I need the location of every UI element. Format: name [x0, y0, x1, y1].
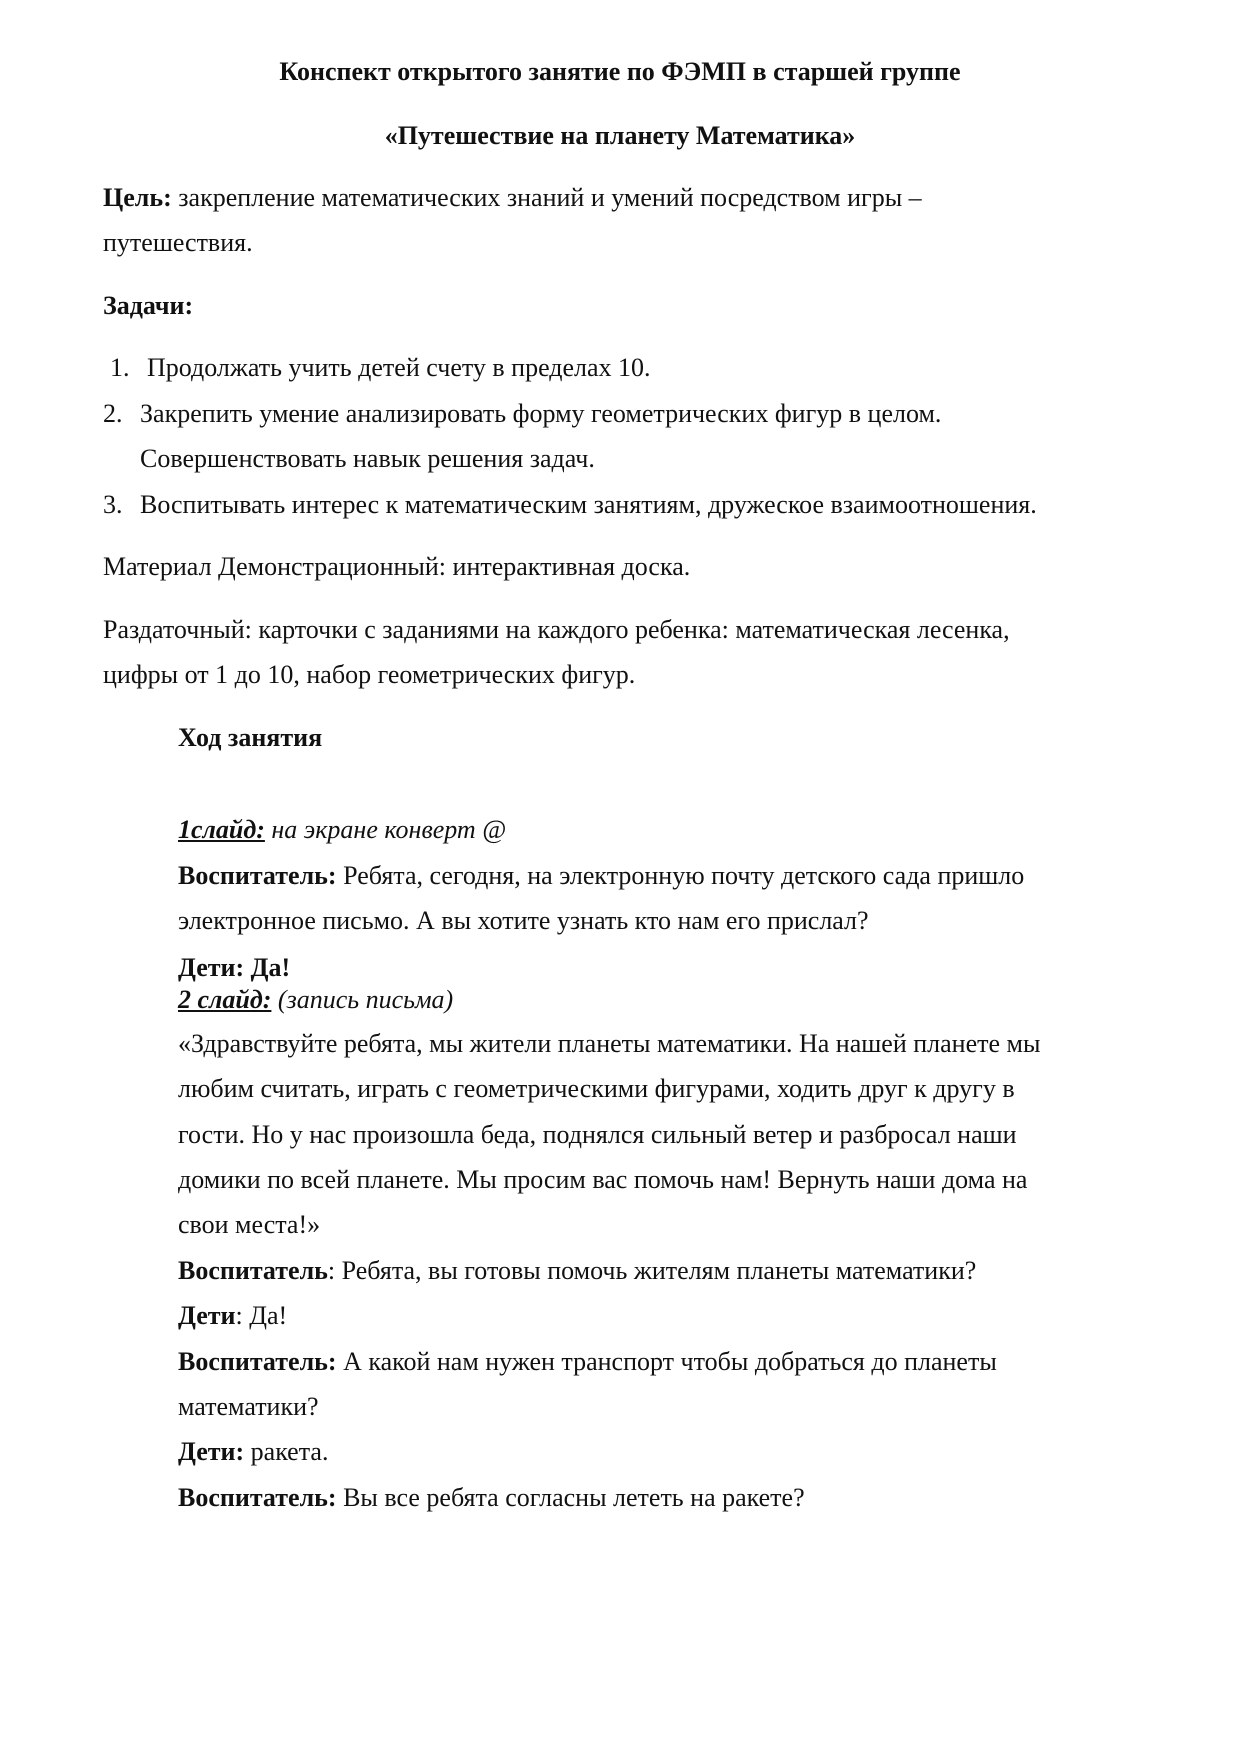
material-demo: Материал Демонстрационный: интерактивная доска.	[103, 552, 691, 581]
document-subtitle: «Путешествие на планету Математика»	[384, 121, 856, 150]
lesson-heading: Ход занятия	[178, 723, 323, 752]
letter-line-1: «Здравствуйте ребята, мы жители планеты математики. На нашей планете мы	[178, 1029, 1041, 1058]
document-title: Конспект открытого занятие по ФЭМП в старшей группе	[279, 57, 961, 86]
teacher-line-1-continued: электронное письмо. А вы хотите узнать кто нам его прислал?	[178, 906, 869, 935]
teacher-line-4: Воспитатель: Вы все ребята согласны лететь на ракете?	[178, 1483, 805, 1512]
task-item-1: 1. Продолжать учить детей счету в пределах 10.	[110, 353, 651, 382]
slide-1-line: 1слайд: на экране конверт @	[178, 815, 507, 844]
children-line-3: Дети: ракета.	[178, 1437, 329, 1466]
letter-line-5: свои места!»	[178, 1210, 321, 1239]
teacher-line-1: Воспитатель: Ребята, сегодня, на электронную почту детского сада пришло	[178, 861, 1025, 890]
teacher-label: Воспитатель:	[178, 861, 337, 890]
slide-2-label: 2 слайд:	[178, 985, 272, 1014]
letter-line-4: домики по всей планете. Мы просим вас помочь нам! Вернуть наши дома на	[178, 1165, 1028, 1194]
teacher-line-2: Воспитатель: Ребята, вы готовы помочь жителям планеты математики?	[178, 1256, 977, 1285]
goal-line-1: Цель: закрепление математических знаний и умений посредством игры –	[103, 183, 922, 212]
letter-line-2: любим считать, играть с геометрическими фигурами, ходить друг к другу в	[178, 1074, 1015, 1103]
teacher-line-3-continued: математики?	[178, 1392, 319, 1421]
material-handout-1: Раздаточный: карточки с заданиями на каждого ребенка: математическая лесенка,	[103, 615, 1010, 644]
teacher-line-3: Воспитатель: А какой нам нужен транспорт чтобы добраться до планеты	[178, 1347, 997, 1376]
slide-2-line: 2 слайд: (запись письма)	[178, 985, 454, 1014]
goal-label: Цель:	[103, 183, 172, 212]
material-handout-2: цифры от 1 до 10, набор геометрических фигур.	[103, 660, 636, 689]
letter-line-3: гости. Но у нас произошла беда, поднялся сильный ветер и разбросал наши	[178, 1120, 1017, 1149]
goal-line-2: путешествия.	[103, 228, 253, 257]
children-line-1: Дети: Да!	[178, 953, 291, 982]
task-item-2-continued: Совершенствовать навык решения задач.	[140, 444, 595, 473]
task-item-3: 3. Воспитывать интерес к математическим занятиям, дружеское взаимоотношения.	[103, 490, 1037, 519]
task-item-2: 2. Закрепить умение анализировать форму геометрических фигур в целом.	[103, 399, 942, 428]
tasks-heading: Задачи:	[103, 291, 194, 320]
children-line-2: Дети: Да!	[178, 1301, 288, 1330]
slide-1-label: 1слайд:	[178, 815, 265, 844]
